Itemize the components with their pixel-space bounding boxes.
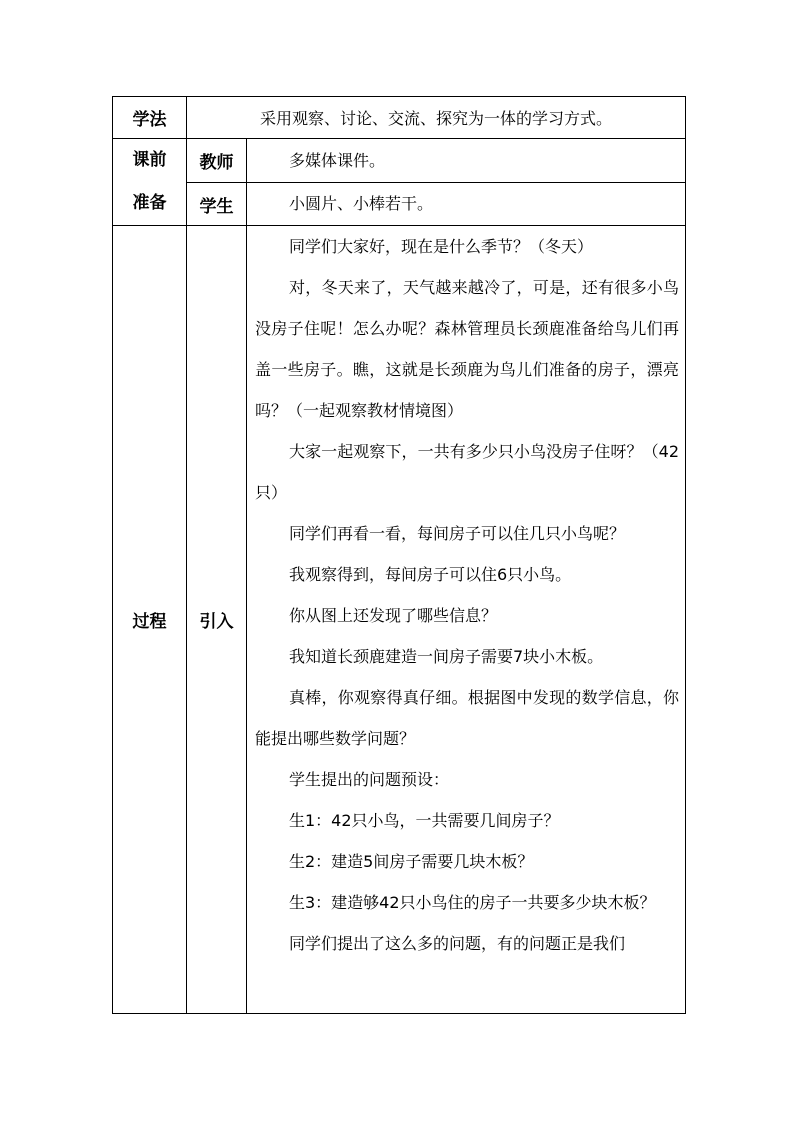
paragraph: 对，冬天来了，天气越来越冷了，可是，还有很多小鸟没房子住呢！怎么办呢？森林管理员长颈鹿准备给鸟儿们再盖一些房子。瞧，这就是长颈鹿为鸟儿们准备的房子，漂亮吗？（一起观察教材情境图）: [255, 278, 680, 420]
student-text: 小圆片、小棒若干。: [289, 194, 434, 213]
teacher-text-cell: [247, 139, 686, 183]
prep-label-line2: 准备: [132, 193, 167, 213]
process-content: [247, 226, 686, 1014]
paragraph: 生3：建造够42只小鸟住的房子一共要多少块木板？: [289, 893, 656, 912]
student-label: 学生: [187, 183, 247, 226]
process-label: 过程: [113, 226, 187, 1014]
paragraph: 同学们大家好，现在是什么季节？（冬天）: [289, 237, 594, 256]
lesson-plan-table: [112, 96, 686, 1014]
intro-label: 引入: [187, 226, 247, 1014]
paragraph: 我知道长颈鹿建造一间房子需要7块小木板。: [289, 647, 604, 666]
prep-label-line1: 课前: [132, 150, 167, 170]
paragraph: 真棒，你观察得真仔细。根据图中发现的数学信息，你能提出哪些数学问题？: [255, 688, 680, 748]
process-row: [113, 226, 686, 1014]
paragraph: 同学们提出了这么多的问题，有的问题正是我们: [289, 934, 626, 953]
prep-label: [113, 139, 187, 226]
paragraph: 你从图上还发现了哪些信息？: [289, 606, 498, 625]
paragraph: 我观察得到，每间房子可以住6只小鸟。: [289, 565, 572, 584]
paragraph: 生2：建造5间房子需要几块木板？: [289, 852, 534, 871]
prep-teacher-row: [113, 139, 686, 183]
paragraph: 生1：42只小鸟，一共需要几间房子？: [289, 811, 560, 830]
method-text: 采用观察、讨论、交流、探究为一体的学习方式。: [187, 97, 686, 139]
method-label: 学法: [113, 97, 187, 139]
teacher-label: 教师: [187, 139, 247, 183]
paragraph: 同学们再看一看，每间房子可以住几只小鸟呢？: [289, 524, 626, 543]
student-text-cell: [247, 183, 686, 226]
paragraph: 学生提出的问题预设：: [289, 770, 450, 789]
method-row: [113, 97, 686, 139]
teacher-text: 多媒体课件。: [289, 151, 386, 170]
prep-student-row: [113, 183, 686, 226]
paragraph: 大家一起观察下，一共有多少只小鸟没房子住呀？（42只）: [255, 442, 680, 502]
